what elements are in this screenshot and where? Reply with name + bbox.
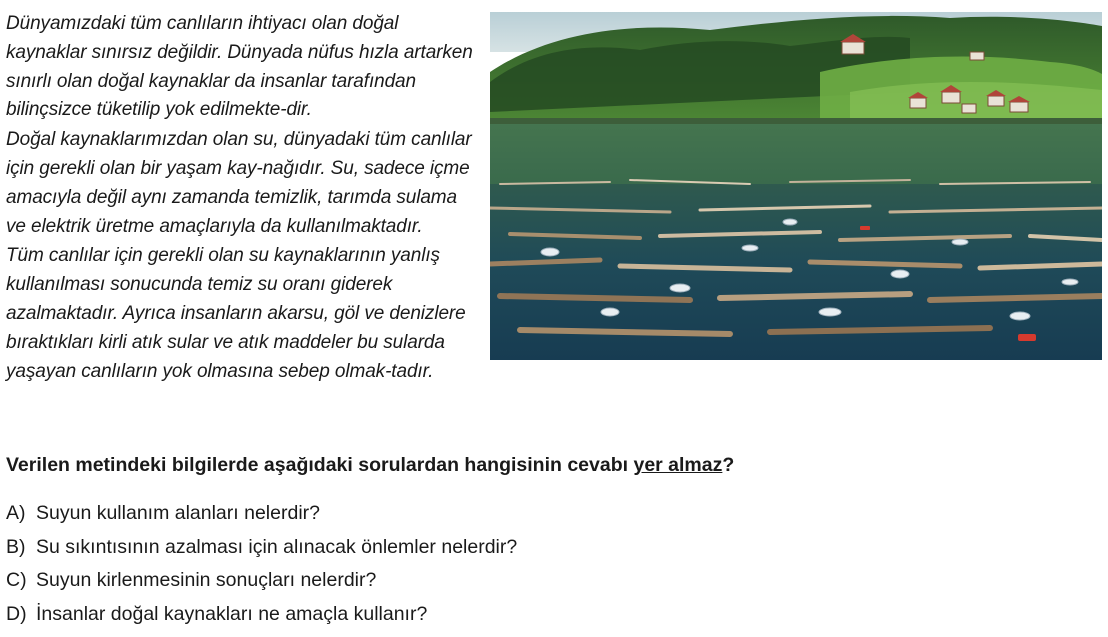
question-text: Verilen metindeki bilgilerde aşağıdaki sorulardan hangisinin cevabı xyxy=(6,454,634,476)
passage-paragraph-3: Tüm canlılar için gerekli olan su kaynaklarının yanlış kullanılması sonucunda temiz su oranı giderek azalmaktadır. Ayrıca insanların akarsu, göl ve denizlere bıraktıkları kirli atık sular ve atık maddeler bu sularda yaşayan canlıların yok olmasına sebep olmak-tadır. xyxy=(6,245,466,382)
question-mark: ? xyxy=(722,454,735,476)
option-a[interactable] xyxy=(6,497,517,531)
question-stem xyxy=(6,451,1102,479)
option-b[interactable] xyxy=(6,531,517,565)
option-letter: A) xyxy=(6,502,26,524)
polluted-lake-photo xyxy=(490,12,1102,360)
question-emphasis: yer almaz xyxy=(633,454,723,476)
option-letter: C) xyxy=(6,569,27,591)
passage xyxy=(6,10,1102,387)
option-d[interactable] xyxy=(6,598,517,632)
option-letter: D) xyxy=(6,602,27,625)
option-text: Suyun kirlenmesinin sonuçları nelerdir? xyxy=(36,569,377,591)
option-letter: B) xyxy=(6,535,26,558)
passage-paragraph-2: Doğal kaynaklarımızdan olan su, dünyadaki tüm canlılar için gerekli olan bir yaşam kay-nağıdır. Su, sadece içme amacıyla değil aynı zamanda temizlik, tarımda sulama ve elektrik üretme amaçlarıyla da kullanılmaktadır. xyxy=(6,129,472,237)
answer-options xyxy=(6,497,517,631)
passage-paragraph-1: Dünyamızdaki tüm canlıların ihtiyacı olan doğal kaynaklar sınırsız değildir. Dünyada nüfus hızla artarken sınırlı olan doğal kaynaklar da insanlar tarafından bilinçsizce tüketilip yok edilmekte-dir. xyxy=(6,13,473,121)
option-text: Su sıkıntısının azalması için alınacak önlemler nelerdir? xyxy=(36,535,518,558)
option-c[interactable] xyxy=(6,564,517,598)
option-text: Suyun kullanım alanları nelerdir? xyxy=(36,502,320,524)
option-text: İnsanlar doğal kaynakları ne amaçla kullanır? xyxy=(36,602,428,625)
